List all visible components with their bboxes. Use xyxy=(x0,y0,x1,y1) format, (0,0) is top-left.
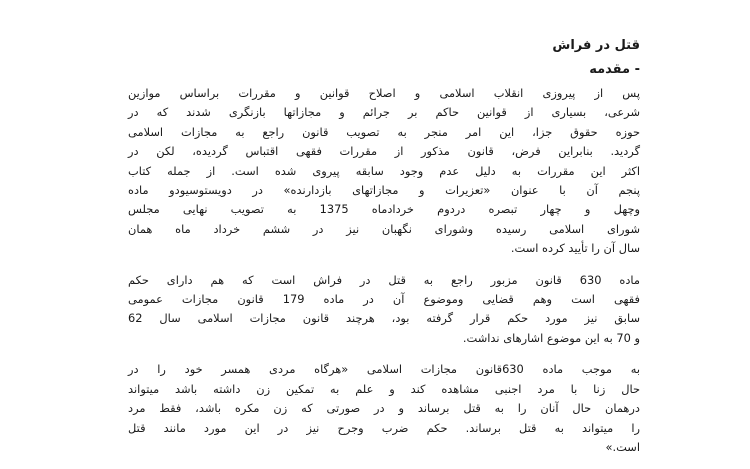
text-line: است.» xyxy=(605,439,640,454)
text-line: به موجب ماده 630قانون مجازات اسلامی «هرگاه مردی همسر خود را در xyxy=(128,362,640,377)
text-line: وچهل و چهار تبصره دردوم خردادماه 1375 به تصویب نهایی مجلس xyxy=(128,202,640,217)
document-title: قتل در فراش xyxy=(552,38,640,53)
text-line: شرعی، بسیاری از قوانین حاکم بر جرائم و مجازاتها بازنگری شدند که در xyxy=(128,105,640,120)
text-line: سال آن را تأیید کرده است. xyxy=(510,241,640,256)
text-line: شورای اسلامی رسیده وشورای نگهبان نیز در ششم خرداد ماه همان xyxy=(128,221,640,236)
text-line: اکثر این مقررات به دلیل عدم وجود سابقه پیروی شده است. از جمله کتاب xyxy=(128,163,640,178)
text-line: گردید. بنابراین فرض، قانون مذکور از مقررات فقهی اقتباس گردیده، لکن در xyxy=(128,144,640,159)
text-line: را میتواند به قتل برساند. حکم ضرب وجرح نیز در این مورد مانند قتل xyxy=(128,420,640,435)
text-line: پنجم آن با عنوان «تعزیرات و مجازاتهای بازدارنده» در دویستوسیودو ماده xyxy=(128,183,640,198)
section-heading: - مقدمه xyxy=(589,62,640,77)
text-line: حوزه حقوق جزا، این امر منجر به تصویب قانون راجع به مجازات اسلامی xyxy=(128,124,640,139)
text-line: فقهی است وهم قضایی وموضوع آن در ماده 179 قانون مجازات عمومی xyxy=(128,292,640,307)
document-page xyxy=(128,36,640,469)
paragraph xyxy=(128,360,640,457)
paragraph xyxy=(128,84,640,259)
text-line: و 70 به این موضوع اشارهای نداشت. xyxy=(462,330,640,345)
text-line: سابق نیز مورد حکم قرار گرفته بود، هرچند قانون مجازات اسلامی سال 62 xyxy=(128,311,640,326)
text-line: ماده 630 قانون مزبور راجع به قتل در فراش است که هم دارای حکم xyxy=(128,272,640,287)
text-line: حال زنا با مرد اجنبی مشاهده کند و علم به تمکین زن داشته باشد میتواند xyxy=(128,381,640,396)
paragraph xyxy=(128,271,640,349)
text-line: پس از پیروزی انقلاب اسلامی و اصلاح قوانین و مقررات براساس موازین xyxy=(128,86,640,100)
text-line: درهمان حال آنان را به قتل برساند و در صورتی که زن مکره باشد، فقط مرد xyxy=(128,401,640,416)
